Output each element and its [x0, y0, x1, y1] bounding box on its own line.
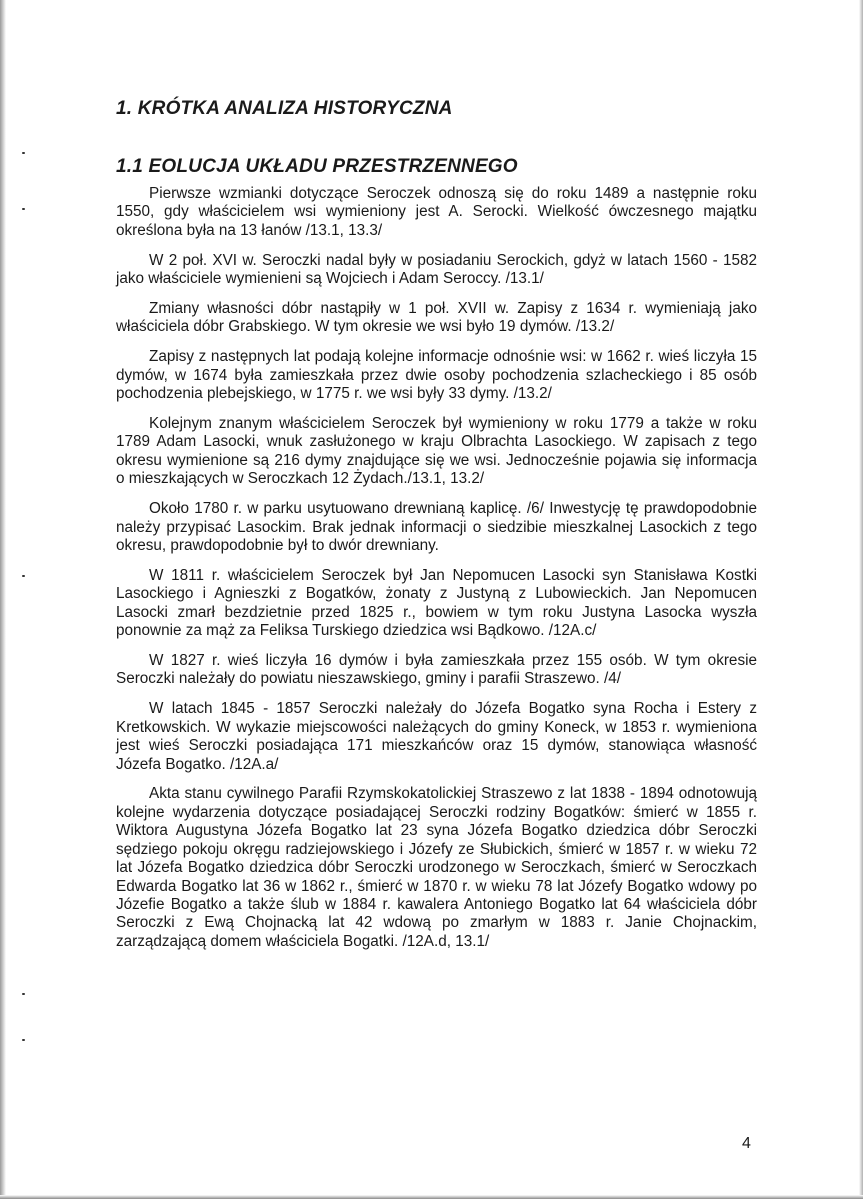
section-heading: 1. KRÓTKA ANALIZA HISTORYCZNA — [116, 98, 453, 119]
paragraph: Zmiany własności dóbr nastąpiły w 1 poł. XVII w. Zapisy z 1634 r. wymieniają jako właściciela dóbr Grabskiego. W tym okresie we wsi było 19 dymów. /13.2/ — [116, 300, 757, 336]
paragraph: W latach 1845 - 1857 Seroczki należały do Józefa Bogatko syna Rocha i Estery z Kretkowskich. W wykazie miejscowości należących do gminy Koneck, w 1853 r. wymieniona jest wieś Seroczki posiadająca 171 mieszkańców oraz 15 dymów, stanowiąca własność Józefa Bogatko. /12A.a/ — [116, 700, 757, 773]
scan-left-edge — [0, 0, 6, 1199]
scan-speck — [22, 208, 25, 210]
paragraph: Zapisy z następnych lat podają kolejne informacje odnośnie wsi: w 1662 r. wieś liczyła 15 dymów, w 1674 była zamieszkała przez dwie osoby pochodzenia szlacheckiego i 85 osób pochodzenia plebejskiego, w 1775 r. we wsi były 33 dymy. /13.2/ — [116, 348, 757, 403]
paragraph: W 2 poł. XVI w. Seroczki nadal były w posiadaniu Serockich, gdyż w latach 1560 - 1582 jako właściciele wymienieni są Wojciech i Adam Seroccy. /13.1/ — [116, 251, 757, 288]
scan-speck — [22, 1039, 25, 1041]
paragraph: W 1811 r. właścicielem Seroczek był Jan Nepomucen Lasocki syn Stanisława Kostki Lasockiego i Agnieszki z Bogatków, żonaty z Justyną z Lubowieckich. Jan Nepomucen Lasocki zmarł bezdzietnie przed 1825 r., bowiem w tym roku Justyna Lasocka wyszła ponownie za mąż za Feliksa Turskiego dziedzica wsi Bądkowo. /12A.c/ — [116, 566, 757, 640]
subsection-heading: 1.1 EOLUCJA UKŁADU PRZESTRZENNEGO — [116, 156, 518, 177]
scan-right-edge — [859, 0, 863, 1199]
paragraph: Pierwsze wzmianki dotyczące Seroczek odnoszą się do roku 1489 a następnie roku 1550, gdy właścicielem wsi wymieniony jest A. Serocki. Wielkość ówczesnego majątku określona była na 13 łanów /13.1, 13.3/ — [116, 185, 757, 239]
paragraph: Około 1780 r. w parku usytuowano drewnianą kaplicę. /6/ Inwestycję tę prawdopodobnie należy przypisać Lasockim. Brak jednak informacji o siedzibie mieszkalnej Lasockich z tego okresu, prawdopodobnie był to dwór drewniany. — [116, 500, 757, 554]
page-number: 4 — [742, 1135, 751, 1152]
paragraph: W 1827 r. wieś liczyła 16 dymów i była zamieszkała przez 155 osób. W tym okresie Seroczki należały do powiatu nieszawskiego, gminy i parafii Straszewo. /4/ — [116, 652, 757, 688]
paragraph: Akta stanu cywilnego Parafii Rzymskokatolickiej Straszewo z lat 1838 - 1894 odnotowują kolejne wydarzenia dotyczące posiadającej Seroczki rodziny Bogatków: śmierć w 1855 r. Wiktora Augustyna Józefa Bogatko lat 23 syna Józefa Bogatko dziedzica dóbr Seroczki sędziego pokoju okręgu radziejowskiego i Józefy ze Słubickich, śmierć w 1857 r. w wieku 72 lat Józefa Bogatko dziedzica dóbr Seroczki urodzonego w Seroczkach, śmierć w Seroczkach Edwarda Bogatko lat 36 w 1862 r., śmierć w 1870 r. w wieku 78 lat Józefy Bogatko wdowy po Józefie Bogatko a także ślub w 1884 r. kawalera Antoniego Bogatko lat 64 właściciela dóbr Seroczki z Ewą Chojnacką lat 42 wdową po zmarłym w 1883 r. Janie Chojnackim, zarządzającą domem właściciela Bogatki. /12A.d, 13.1/ — [116, 785, 757, 950]
paragraph: Kolejnym znanym właścicielem Seroczek był wymieniony w roku 1779 a także w roku 1789 Adam Lasocki, wnuk zasłużonego w kraju Olbrachta Lasockiego. W zapisach z tego okresu wymienione są 216 dymy znajdujące się we wsi. Jednocześnie pojawia się informacja o mieszkających w Seroczkach 12 Żydach./13.1, 13.2/ — [116, 415, 757, 488]
scan-bottom-edge — [0, 1195, 863, 1199]
scan-speck — [22, 575, 25, 577]
body-text — [116, 185, 757, 963]
scan-speck — [22, 993, 25, 995]
scan-speck — [22, 152, 25, 154]
